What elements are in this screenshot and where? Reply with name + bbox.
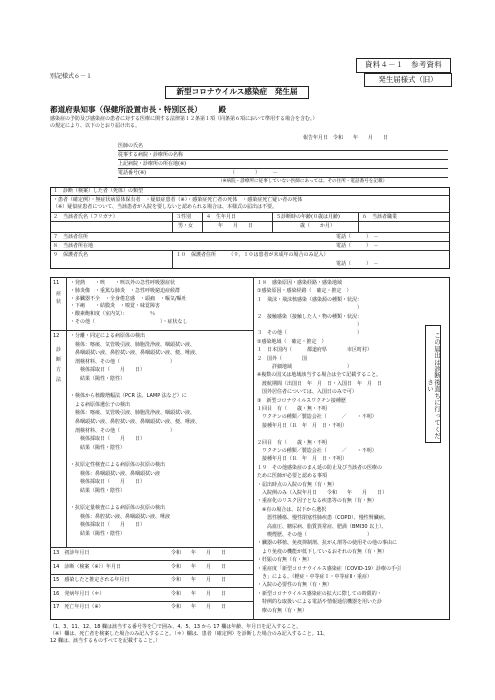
route-note-line: ・臓器の移植、免疫抑制剤、抗がん剤等の使用その他の事由に xyxy=(257,540,398,547)
patient-name-header: ２ 当該者氏名（フリガナ） xyxy=(53,214,118,220)
patient-address-phone: 電話（ ） － xyxy=(336,234,379,240)
route-note-line: ※有の場合は、以下から選択 xyxy=(257,506,327,513)
addressee-name: 都道府県知事（保健所設置市長・特別区長） xyxy=(50,105,202,114)
guardian-address-label: １０ 保護者住所 （９、１０は患者が未成年の場合のみ記入） xyxy=(176,252,329,258)
method-line: 検体採取日（ 月 日） xyxy=(70,522,146,529)
patient-address-label: ７ 当該者住所 xyxy=(53,234,89,240)
route-note-line: １回目 有（ 歳・無・不明 xyxy=(257,406,328,412)
doctor-name-label: 医師の氏名 xyxy=(118,143,144,149)
route-note-line: ・入院の必要性の有無（有・無） xyxy=(257,582,333,589)
method-line: 剖検材料、その他（ ） xyxy=(70,427,176,434)
symptom-line: ・発熱 ・咳 ・咳以外の急性呼吸器症状 xyxy=(70,280,176,286)
route-note-line: 喫煙歴、その他（ ） xyxy=(257,532,373,538)
section1-options-2: （※）疑似症患者について、当該患者が入院を要しないと認められる場合は、本様式の届出は不要。 xyxy=(53,204,277,210)
reference-material-tag: 資料４－１ 参考資料 xyxy=(356,58,451,73)
guardian-phone: 電話（ ） － xyxy=(336,261,379,267)
date-row-value: 令和 年 月 日 xyxy=(171,563,227,570)
method-line: ・抗原定量検査による病原体の抗原の検出 xyxy=(70,505,166,511)
row12-label: 診断方法 xyxy=(56,347,62,383)
route-note-line: ・妊娠の有無（有・無） xyxy=(257,557,313,564)
route-note-line: １ 日本国内（ 都道府県 市区町村） xyxy=(257,347,373,354)
route-note-line: ・重症度「新型コロナウイルス感染症（COVID-19）診療の手引 xyxy=(257,565,401,572)
section1-options-1: ・患者（確定例）・無症状病原体保有者 ・疑似症患者（※）・感染症死亡者の死体 ・感染症死亡疑い者の死体 xyxy=(53,197,303,203)
method-line: 検体採取日（ 月 日） xyxy=(70,436,146,443)
route-note-line: ・届出時点の入院の有無（有・無） xyxy=(257,481,338,488)
addressee-suffix: 殿 xyxy=(218,105,227,114)
method-line: よる病原体遺伝子の検出 xyxy=(70,401,131,408)
row11-number: 11 xyxy=(53,280,60,286)
route-note-line: 接種年月日（Ｒ 年 月 日・不明） xyxy=(257,422,348,429)
route-note-line: ２回目 有（ 歳・無・不明 xyxy=(257,439,328,446)
symptom-line: ・酸素飽和度（室内気）： ％ xyxy=(70,311,156,318)
old-form-tag: 発生届様式（旧） xyxy=(364,73,452,87)
sex-header: ３性別 xyxy=(176,214,192,220)
route-note-line: 接種年月日（Ｒ 年 月 日・不明） xyxy=(257,456,348,463)
date-row-label: 17 死亡年月日（※） xyxy=(53,604,104,610)
doctor-phone-label: 電話番号(※) xyxy=(118,170,147,176)
dob-value: 年 月 日 xyxy=(218,223,254,229)
method-line: 結果（陽性・陰性） xyxy=(70,376,126,382)
route-note-line: ※複数の国又は地域該当する場合は全て記載すること。 xyxy=(257,372,382,379)
occupation-header: ６ 当該者職業 xyxy=(362,214,398,220)
date-row-label: 14 診断（検案（※））年月日 xyxy=(53,563,122,570)
route-note-line: ・重症化のリスク因子となる疾患等の有無（有・無） xyxy=(257,498,377,505)
method-line: 検体採取日（ 月 日） xyxy=(70,479,146,486)
section1-label: １ 診断（検案）した者（死体）の類型 xyxy=(53,188,144,194)
route-note-line: ・新型コロナウイルス感染症の拡大に際しての時限的・ xyxy=(257,590,382,597)
dob-header: ４ 生年月日 xyxy=(206,214,237,220)
route-note-line: き」による。（軽症・中等症Ｉ・中等症Ⅱ・重症） xyxy=(257,574,372,580)
route-note-line: ために医師が必要と認める事項 xyxy=(257,473,328,480)
route-note-line: ２ 国外（ 国 xyxy=(257,355,308,362)
route-note-line: ③ 新型コロナウイルスワクチン接種歴 xyxy=(257,397,346,404)
doctor-note: （※病院・診療所に従事していない医師にあっては、その住所・電話番号を記載） xyxy=(218,179,388,184)
method-line: 検体採取日（ 月 日） xyxy=(70,367,146,374)
intro-line-1: 感染症の予防及び感染症の患者に対する医療に関する法律第１２条第１項（同条第６項において準用する場合を含む。） xyxy=(50,116,318,122)
route-note-line: 悪性腫瘍、慢性閉塞性肺疾患（COPD）、慢性腎臓病、 xyxy=(257,515,389,522)
route-note-line: ②感染地域（ 確定・推定 ） xyxy=(257,338,327,345)
document-title: 新型コロナウイルス感染症 発生届 xyxy=(165,86,309,99)
method-line: 検体：鼻咽頭拭い液、鼻咽頭拭い液 xyxy=(70,470,161,477)
method-line: 検体：喀痰、気管吸引液、肺胞洗浄液、咽頭拭い液、 xyxy=(70,341,196,348)
route-note-line: １ 飛沫・飛沫核感染（感染源の種類・状況： xyxy=(257,296,363,303)
route-note-line: 入院例のみ（入院年月日 令和 年 月 日） xyxy=(257,490,388,496)
addressee xyxy=(50,104,226,115)
guardian-name-label: ９ 保護者氏名 xyxy=(53,252,89,258)
method-line: 結果（陽性・陰性） xyxy=(70,444,126,451)
sex-value: 男・女 xyxy=(178,223,194,229)
route-note-line: 療の有無（有・無） xyxy=(257,607,308,614)
age-value: 歳（ か月） xyxy=(300,223,336,229)
route-note-line: ３ その他（ ） xyxy=(257,330,363,337)
form-number: 別記様式６－１ xyxy=(50,73,93,80)
date-row-value: 令和 年 月 日 xyxy=(171,590,227,597)
patient-location-phone: 電話（ ） － xyxy=(336,243,379,249)
route-note-line: より免疫の機能が低下しているおそれの有無（有・無） xyxy=(257,548,388,555)
method-line: 検体：喀痰、気管吸引液、肺胞洗浄液、咽頭拭い液、 xyxy=(70,410,196,417)
footnote-line-3: 12 欄は、該当するものすべてを記載すること。） xyxy=(50,638,161,644)
method-line: 鼻咽頭拭い液、鼻腔拭い液、鼻咽頭拭い液、便、唾液、 xyxy=(70,419,201,425)
route-note-line: ） xyxy=(257,322,363,328)
report-date: 報告年月日 令和 年 月 日 xyxy=(303,135,389,141)
intro-line-2: の規定により、以下のとおり届け出る。 xyxy=(50,123,141,129)
doctor-phone-format: （ ） － xyxy=(230,170,278,176)
route-note-line: 特例的な取扱いによる電話や情報通信機器を用いた診 xyxy=(257,599,383,606)
route-note-line: ①感染原因・感染経路（ 確定・推定 ） xyxy=(257,288,352,295)
symptom-line: ・その他（ ）・症状なし xyxy=(70,319,188,325)
symptom-line: ・多臓器不全 ・全身倦怠感 ・頭痛 ・嘔気/嘔吐 xyxy=(70,295,187,302)
route-note-line: ワクチンの種類／製造会社（ ／ ・不明） xyxy=(257,448,377,454)
route-note-line: 詳細地域 ） xyxy=(257,364,353,370)
route-note-line: ワクチンの種類／製造会社（ ／ ・不明） xyxy=(257,414,377,421)
method-line: 剖検材料、その他（ ） xyxy=(70,358,176,365)
route-note-line: １９ その他感染症のまん延の防止及び当該者の医療の xyxy=(257,464,383,471)
date-row-label: 16 発病年月日（＊） xyxy=(53,590,105,597)
doctor-address-label: 上記病院・診療所の所在地(※) xyxy=(118,161,187,167)
method-line: 検体：鼻腔拭い液、鼻咽頭拭い液、唾液 xyxy=(70,513,171,520)
method-line: 鼻咽頭拭い液、鼻腔拭い液、鼻咽頭拭い液、便、唾液、 xyxy=(70,350,201,357)
row11-label: 症状 xyxy=(56,291,62,305)
side-note: この届出は診断後直ちに行ってください xyxy=(425,325,441,443)
date-row-label: 13 初診年月日 xyxy=(53,550,90,556)
route-note-line: １８ 感染原因・感染経路・感染地域 xyxy=(257,280,343,286)
method-line: ・抗原定性検査による病原体の抗原の検出 xyxy=(70,462,166,468)
symptom-line: ・肺炎像 ・重篤な肺炎 ・急性呼吸窮迫症候群 xyxy=(70,287,181,294)
date-row-value: 令和 年 月 日 xyxy=(171,577,227,583)
doctor-facility-label: 従事する病院・診療所の名称 xyxy=(118,152,184,158)
footnote-line-1: （1、3、11、12、18 欄は該当する番号等を〇で囲み、4、5、13 から 17 欄は年齢、年月日を記入すること。 xyxy=(50,624,302,630)
route-note-line: 国外居住者については、入国日のみで可） xyxy=(257,389,357,396)
route-note-line: 渡航期間（出国日 年 月 日・入国日 年 月 日 xyxy=(257,380,383,387)
patient-location-label: ８ 当該者所在地 xyxy=(53,243,94,249)
date-row-label: 15 感染したと推定される年月日 xyxy=(53,577,130,583)
date-row-value: 令和 年 月 日 xyxy=(171,604,227,610)
route-note-line: 高血圧、糖尿病、脂質異常症、肥満（BMI30 以上）、 xyxy=(257,523,387,530)
footnote-line-2: （※）欄は、死亡者を検案した場合のみ記入すること。（＊）欄は、患者（確定例）を診断した場合のみ記入すること。11、 xyxy=(50,631,329,637)
method-line: 結果（陽性・陰性） xyxy=(70,530,126,537)
row12-number: 12 xyxy=(53,333,60,339)
symptom-line: ・下痢 ・結膜炎 ・嗅覚・味覚障害 xyxy=(70,303,161,310)
route-note-line: ） xyxy=(257,305,363,312)
method-line: ・分離・同定による病原体の検出 xyxy=(70,333,146,339)
method-line: ・検体から核酸増幅法（PCR 法、LAMP 法など）に xyxy=(70,393,187,400)
age-header: ５診断時の年齢(０歳は月齢) xyxy=(276,214,340,220)
method-line: 結果（陽性・陰性） xyxy=(70,487,126,494)
route-note-line: ２ 接触感染（接触した人・物の種類・状況： xyxy=(257,313,363,320)
date-row-value: 令和 年 月 日 xyxy=(171,550,227,556)
